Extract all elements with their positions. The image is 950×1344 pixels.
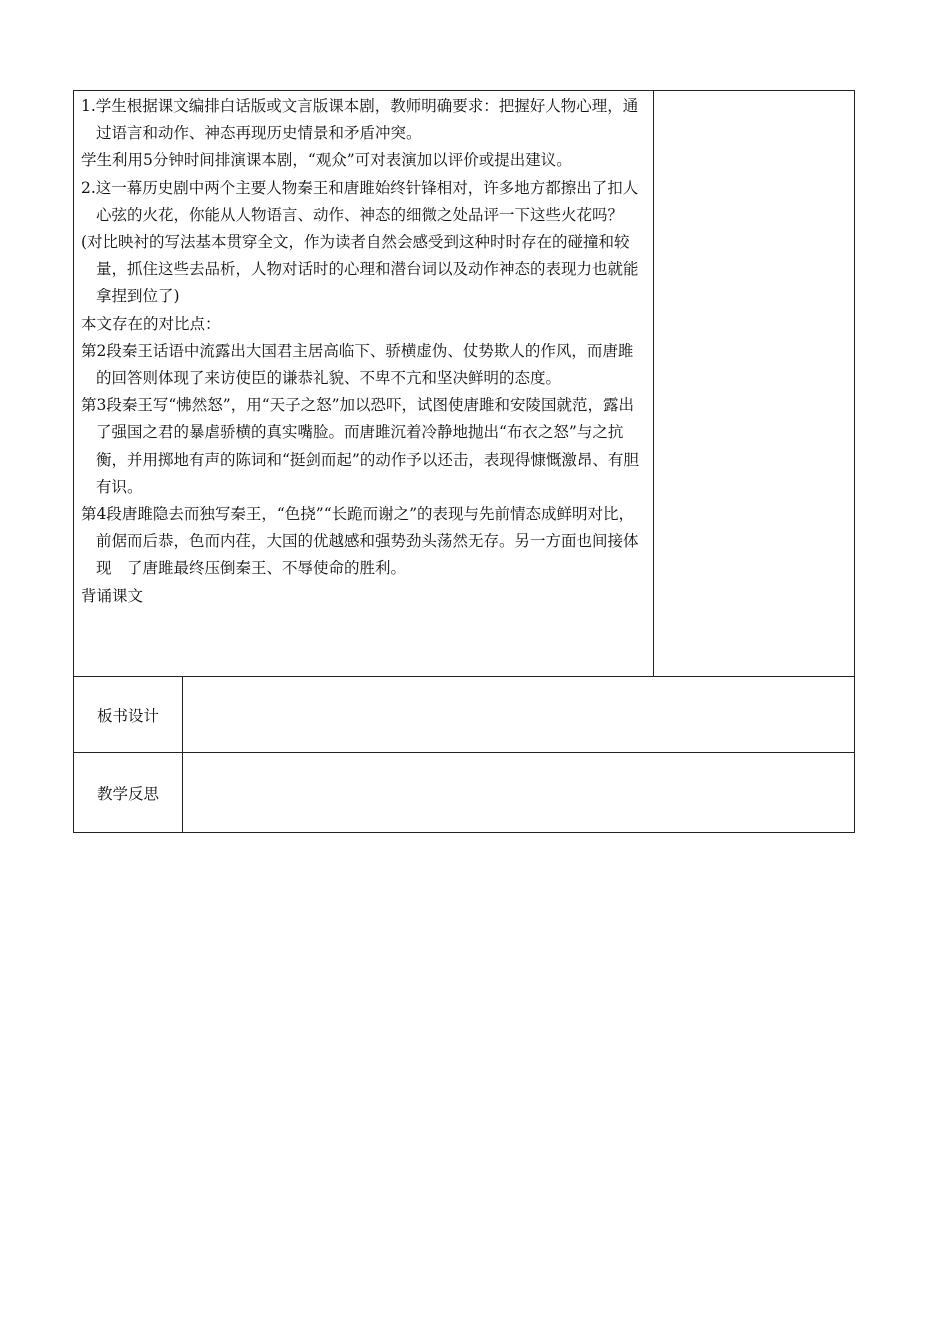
paragraph-6: 第2段秦王话语中流露出大国君主居高临下、骄横虚伪、仗势欺人的作风，而唐雎的回答则体现了来访使臣的谦恭礼貌、不卑不亢和坚决鲜明的态度。 — [81, 341, 634, 388]
lesson-plan-table — [73, 90, 855, 833]
board-design-cell — [183, 677, 855, 753]
reflection-label: 教学反思 — [74, 753, 183, 833]
reflection-row — [74, 753, 855, 833]
reflection-cell — [183, 753, 855, 833]
paragraph-8: 第4段唐雎隐去而独写秦王，“色挠”“长跪而谢之”的表现与先前情态成鲜明对比，前倨而后恭，色而内荏，大国的优越感和强势劲头荡然无存。另一方面也间接体现 了唐雎最终压倒秦王、不辱使命的胜利。 — [81, 505, 639, 578]
paragraph-5: 本文存在的对比点： — [81, 314, 221, 333]
paragraph-9: 背诵课文 — [81, 586, 144, 605]
teaching-content-cell — [74, 91, 654, 677]
paragraph-4: (对比映衬的写法基本贯穿全文，作为读者自然会感受到这种时时存在的碰撞和较量，抓住这些去品析，人物对话时的心理和潜台词以及动作神态的表现力也就能拿捏到位了) — [81, 233, 639, 306]
side-note-cell — [654, 91, 855, 677]
paragraph-7: 第3段秦王写“怫然怒”，用“天子之怒”加以恐吓，试图使唐雎和安陵国就范，露出了强国之君的暴虐骄横的真实嘴脸。而唐雎沉着冷静地抛出“布衣之怒”与之抗衡，并用掷地有声的陈词和“挺剑而起”的动作予以还击，表现得慷慨激昂、有胆有识。 — [81, 396, 639, 496]
board-design-label: 板书设计 — [74, 677, 183, 753]
paragraph-3: 2.这一幕历史剧中两个主要人物秦王和唐雎始终针锋相对，许多地方都擦出了扣人心弦的火花，你能从人物语言、动作、神态的细微之处品评一下这些火花吗？ — [81, 178, 639, 224]
teaching-process-row — [74, 91, 855, 677]
teaching-content — [74, 91, 653, 610]
paragraph-2: 学生利用5分钟时间排演课本剧，“观众”可对表演加以评价或提出建议。 — [81, 151, 572, 170]
board-design-row — [74, 677, 855, 753]
paragraph-1: 1.学生根据课文编排白话版或文言版课本剧，教师明确要求：把握好人物心理，通过语言和动作、神态再现历史情景和矛盾冲突。 — [81, 97, 639, 143]
